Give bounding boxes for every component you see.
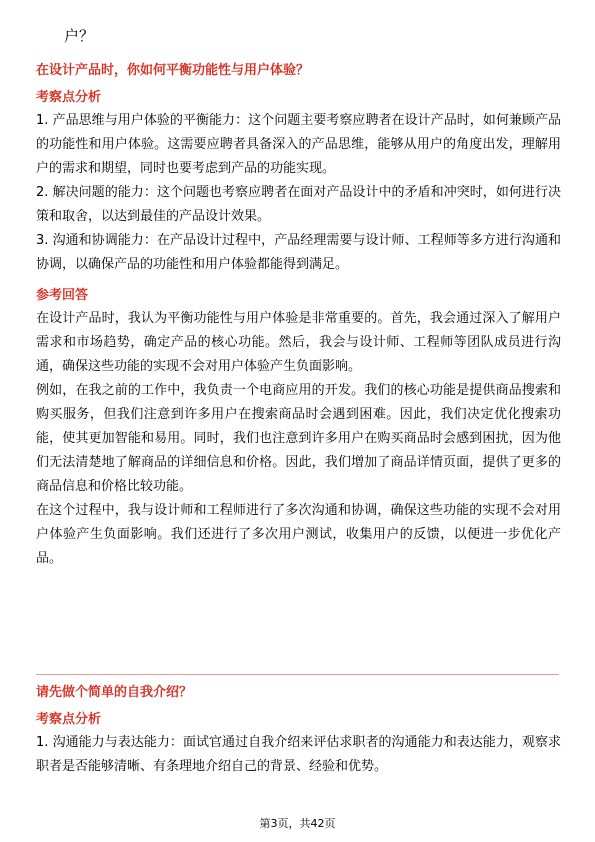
answer-paragraph: 在设计产品时，我认为平衡功能性与用户体验是非常重要的。首先，我会通过深入了解用户需求和市场趋势，确定产品的核心功能。然后，我会与设计师、工程师等团队成员进行沟通，确保这些功能的实现不会对用户体验产生负面影响。 — [36, 311, 561, 374]
page-number: 第3页，共42页 — [259, 817, 336, 830]
analysis-point: 1. 沟通能力与表达能力：面试官通过自我介绍来评估求职者的沟通能力和表达能力，观察求职者是否能够清晰、有条理地介绍自己的背景、经验和优势。 — [36, 735, 561, 774]
analysis-point: 3. 沟通和协调能力：在产品设计过程中，产品经理需要与设计师、工程师等多方进行沟通和协调，以确保产品的功能性和用户体验都能得到满足。 — [36, 233, 561, 272]
analysis-title: 考察点分析 — [36, 712, 102, 727]
qa-block-1 — [36, 62, 561, 571]
analysis-point: 2. 解决问题的能力：这个问题也考察应聘者在面对产品设计中的矛盾和冲突时，如何进行决策和取舍，以达到最佳的产品设计效果。 — [36, 185, 561, 224]
answer-paragraph: 在这个过程中，我与设计师和工程师进行了多次沟通和协调，确保这些功能的实现不会对用户体验产生负面影响。我们还进行了多次用户测试，收集用户的反馈，以便进一步优化产品。 — [36, 503, 561, 566]
section-divider — [36, 674, 559, 675]
answer-title: 参考回答 — [36, 288, 89, 303]
continued-text: 户？ — [64, 27, 95, 45]
qa-block-2 — [36, 684, 561, 779]
answer-paragraph: 例如，在我之前的工作中，我负责一个电商应用的开发。我们的核心功能是提供商品搜索和购买服务，但我们注意到许多用户在搜索商品时会遇到困难。因此，我们决定优化搜索功能，使其更加智能和易用。同时，我们也注意到许多用户在购买商品时会感到困扰，因为他们无法清楚地了解商品的详细信息和价格。因此，我们增加了商品详情页面，提供了更多的商品信息和价格比较功能。 — [36, 383, 561, 494]
analysis-title: 考察点分析 — [36, 90, 102, 105]
analysis-point: 1. 产品思维与用户体验的平衡能力：这个问题主要考察应聘者在设计产品时，如何兼顾产品的功能性和用户体验。这需要应聘者具备深入的产品思维，能够从用户的角度出发，理解用户的需求和期望，同时也要考虑到产品的功能实现。 — [36, 113, 561, 176]
question-heading: 请先做个简单的自我介绍？ — [36, 685, 193, 700]
question-heading: 在设计产品时，你如何平衡功能性与用户体验？ — [36, 63, 310, 78]
